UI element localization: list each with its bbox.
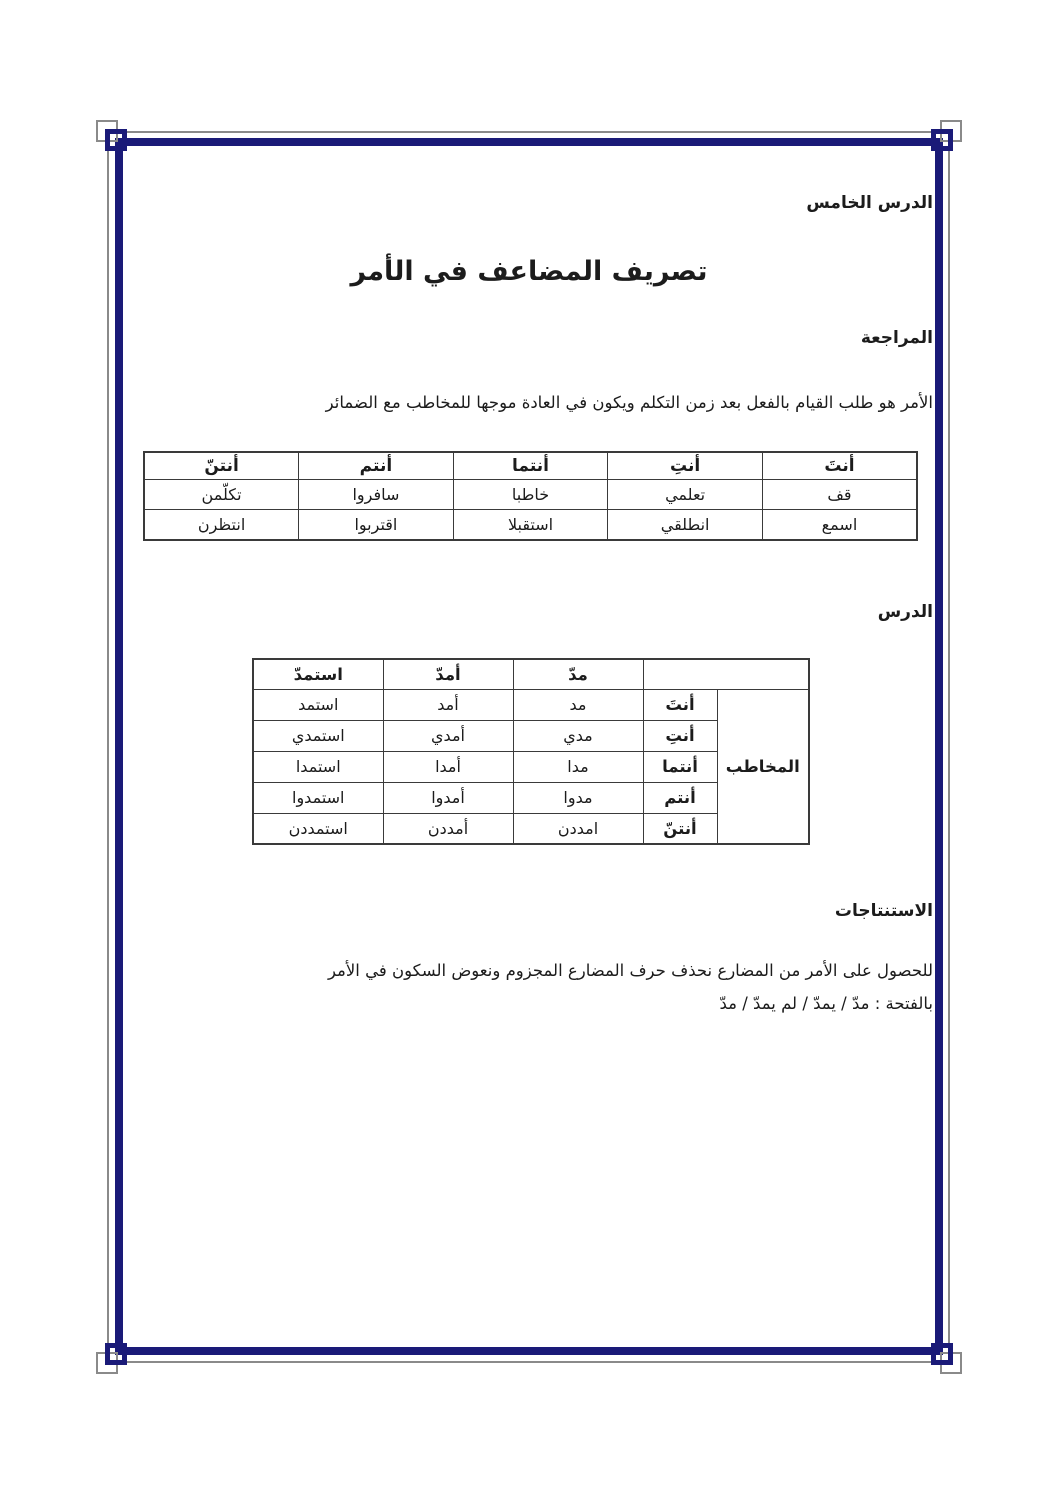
verb-header-amadda: أمدّ [383,659,513,689]
pronoun-cell: أنتم [643,782,717,813]
conclusion-line-1: للحصول على الأمر من المضارع نحذف حرف المضارع المجزوم ونعوض السكون في الأمر [327,961,933,980]
conjugation-row [253,689,809,720]
review-paragraph: الأمر هو طلب القيام بالفعل بعد زمن التكلم ويكون في العادة موجها للمخاطب مع الضمائر [325,393,933,412]
conclusion-line-2: بالفتحة : مدّ / يمدّ / لم يمدّ / مدّ [719,994,933,1013]
corner-square-navy [105,129,127,151]
corner-ornament-bottom-right [923,1335,963,1375]
form-cell: استمدوا [253,782,383,813]
conjugation-header-row [253,659,809,689]
review-header-anti: أنتِ [608,452,763,480]
review-table-header-row [144,452,917,480]
corner-square-navy [105,1343,127,1365]
form-cell: أمدا [383,751,513,782]
review-header-antum: أنتم [299,452,454,480]
review-cell: اقتربوا [299,510,454,541]
verb-header-istamadda: استمدّ [253,659,383,689]
review-cell: استقبلا [453,510,608,541]
form-cell: مدوا [513,782,643,813]
review-cell: سافروا [299,480,454,510]
pronoun-cell: أنتما [643,751,717,782]
corner-ornament-top-left [95,119,135,159]
review-table [143,451,918,541]
form-cell: استمدا [253,751,383,782]
review-cell: خاطبا [453,480,608,510]
pronoun-cell: أنتَ [643,689,717,720]
review-cell: قف [762,480,917,510]
form-cell: أمددن [383,813,513,844]
lesson-heading: الدرس [877,602,933,622]
form-cell: أمدي [383,720,513,751]
corner-square-navy [931,1343,953,1365]
form-cell: استمدي [253,720,383,751]
empty-header-cell [643,659,809,689]
form-cell: مدا [513,751,643,782]
pronoun-cell: أنتنّ [643,813,717,844]
form-cell: امددن [513,813,643,844]
main-title: تصريف المضاعف في الأمر [350,256,708,287]
review-header-anta: أنتَ [762,452,917,480]
review-table-row [144,510,917,541]
conclusions-heading: الاستنتاجات [834,901,933,921]
addressee-label-cell: المخاطب [717,689,809,844]
form-cell: مدي [513,720,643,751]
review-heading: المراجعة [860,328,933,348]
review-table-row [144,480,917,510]
conclusion-paragraph [140,954,933,1020]
verb-header-madda: مدّ [513,659,643,689]
corner-square-navy [931,129,953,151]
review-cell: انتظرن [144,510,299,541]
review-cell: تكلّمن [144,480,299,510]
review-cell: اسمع [762,510,917,541]
conjugation-table [252,658,810,845]
review-cell: انطلقي [608,510,763,541]
lesson-number-heading: الدرس الخامس [806,193,933,213]
review-header-antuma: أنتما [453,452,608,480]
form-cell: أمدوا [383,782,513,813]
corner-ornament-top-right [923,119,963,159]
form-cell: استمددن [253,813,383,844]
review-header-antunna: أنتنّ [144,452,299,480]
form-cell: أمد [383,689,513,720]
form-cell: مد [513,689,643,720]
form-cell: استمد [253,689,383,720]
review-cell: تعلمي [608,480,763,510]
pronoun-cell: أنتِ [643,720,717,751]
corner-ornament-bottom-left [95,1335,135,1375]
